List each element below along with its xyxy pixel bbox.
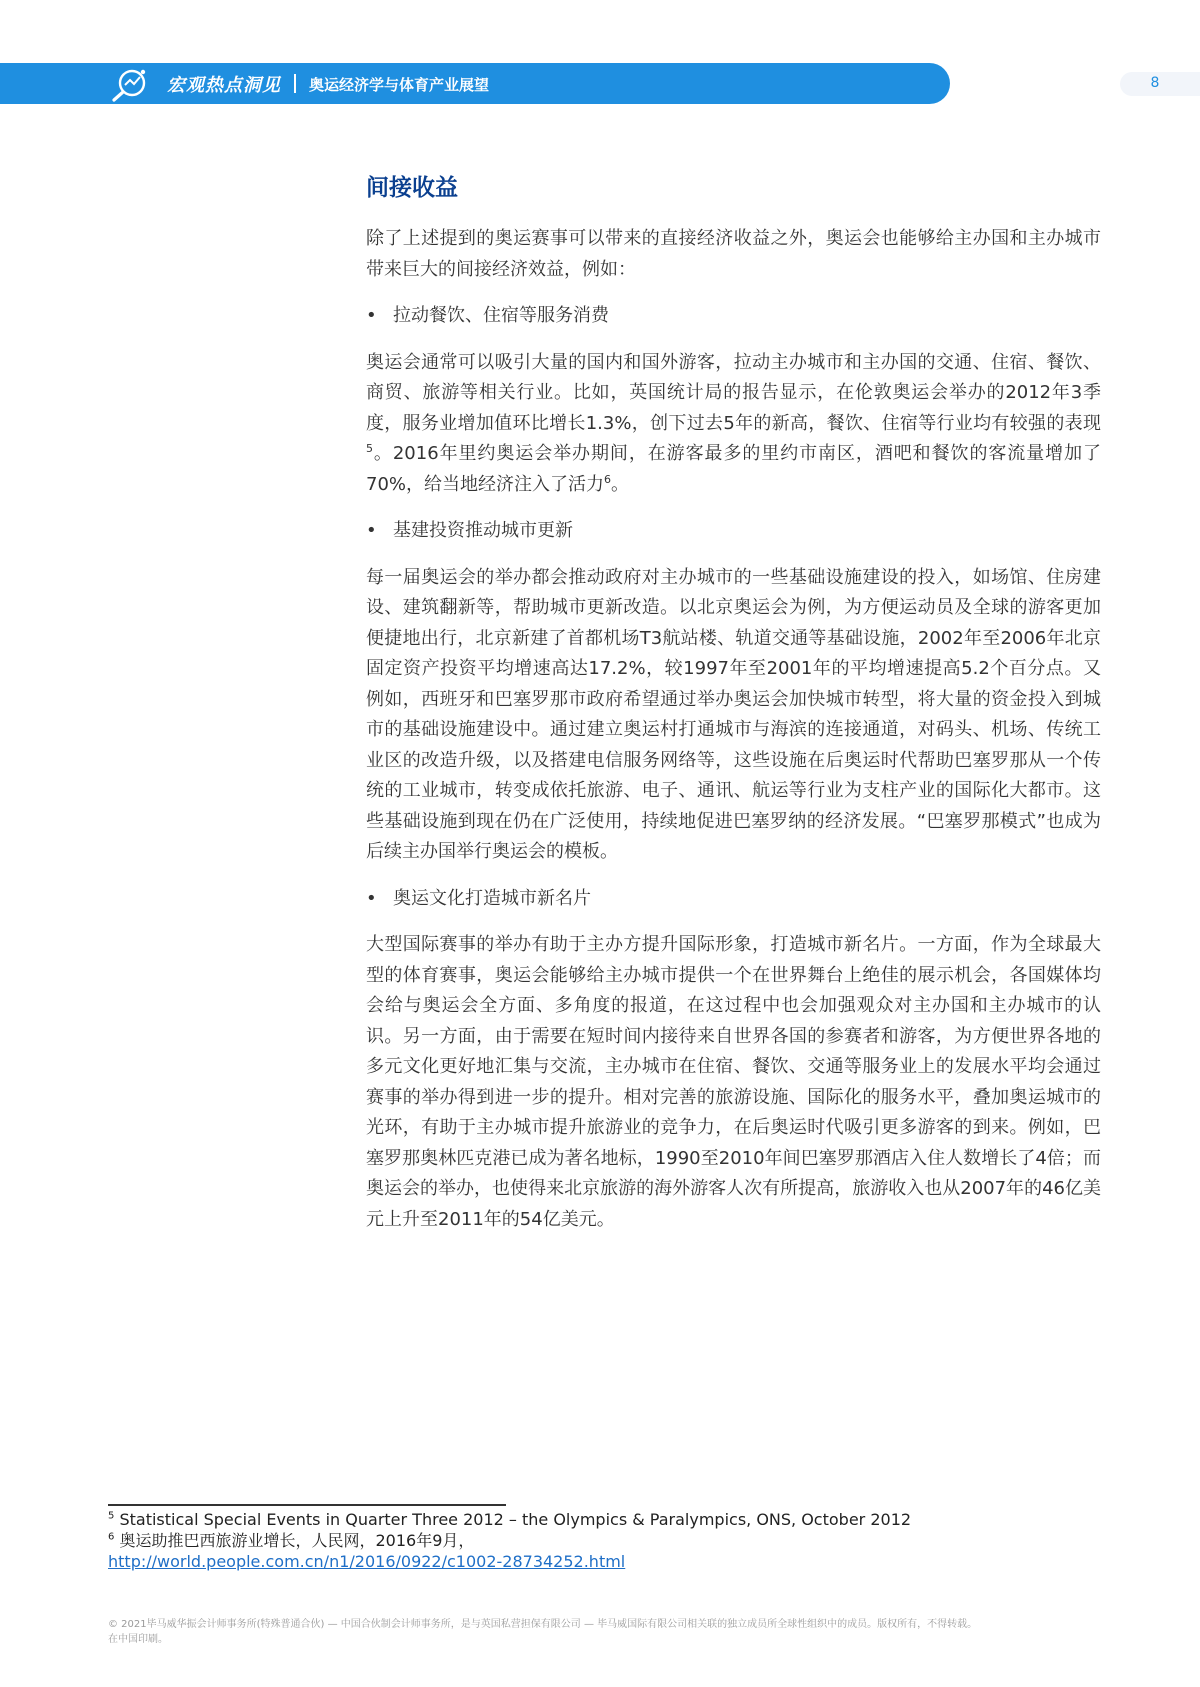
header-divider: [294, 74, 296, 93]
bullet-marker: •: [366, 887, 377, 909]
paragraph-infrastructure: 每一届奥运会的举办都会推动政府对主办城市的一些基础设施建设的投入，如场馆、住房建设、建筑翻新等，帮助城市更新改造。以北京奥运会为例，为方便运动员及全球的游客更加便捷地出行，北京新建了首都机场T3航站楼、轨道交通等基础设施，2002年至2006年北京固定资产投资平均增速高达17.2%，较1997年至2001年的平均增速提高5.2个百分点。又例如，西班牙和巴塞罗那市政府希望通过举办奥运会加快城市转型，将大量的资金投入到城市的基础设施建设中。通过建立奥运村打通城市与海滨的连接通道，对码头、机场、传统工业区的改造升级，以及搭建电信服务网络等，这些设施在后奥运时代帮助巴塞罗那从一个传统的工业城市，转变成依托旅游、电子、通讯、航运等行业为支柱产业的国际化大都市。这些基础设施到现在仍在广泛使用，持续地促进巴塞罗纳的经济发展。“巴塞罗那模式”也成为后续主办国举行奥运会的模板。: [366, 566, 1101, 862]
bullet-heading-text: 基建投资推动城市更新: [393, 520, 573, 541]
footnote-5: [108, 1509, 1008, 1530]
bullet-heading-text: 奥运文化打造城市新名片: [393, 887, 591, 909]
paragraph-culture: 大型国际赛事的举办有助于主办方提升国际形象，打造城市新名片。一方面，作为全球最大型的体育赛事，奥运会能够给主办城市提供一个在世界舞台上绝佳的展示机会，各国媒体均会给与奥运会全方面、多角度的报道，在这过程中也会加强观众对主办国和主办城市的认识。另一方面，由于需要在短时间内接待来自世界各国的参赛者和游客，为方便世界各地的多元文化更好地汇集与交流，主办城市在住宿、餐饮、交通等服务业上的发展水平均会通过赛事的举办得到进一步的提升。相对完善的旅游设施、国际化的服务水平，叠加奥运城市的光环，有助于主办城市提升旅游业的竞争力，在后奥运时代吸引更多游客的到来。例如，巴塞罗那奥林匹克港已成为著名地标，1990至2010年间巴塞罗那酒店入住人数增长了4倍；而奥运会的举办，也使得来北京旅游的海外游客人次有所提高，旅游收入也从2007年的46亿美元上升至2011年的54亿美元。: [366, 934, 1101, 1230]
footnote-text: Statistical Special Events in Quarter Three 2012 – the Olympics & Paralympics, ONS, October 2012: [119, 1510, 912, 1529]
paragraph-consumption: [366, 348, 1101, 501]
copyright-line: © 2021毕马威华振会计师事务所(特殊普通合伙) — 中国合伙制会计师事务所，是与英国私营担保有限公司 — 毕马威国际有限公司相关联的独立成员所全球性组织中的成员。版权所有，不得转载。: [108, 1619, 978, 1630]
footnote-6: [108, 1530, 1008, 1551]
footnote-ref-5: 5: [366, 442, 373, 455]
footnote-6-link-row: [108, 1551, 1008, 1572]
footnote-number: 5: [108, 1510, 115, 1522]
page-number: 8: [1150, 75, 1160, 91]
footnote-text: 奥运助推巴西旅游业增长，人民网，2016年9月，: [119, 1531, 475, 1550]
bullet-heading-infrastructure: [366, 516, 1101, 547]
bullet-heading-culture: [366, 884, 1101, 915]
bullet-marker: •: [366, 520, 377, 541]
footnote-number: 6: [108, 1531, 115, 1543]
header-title: 宏观热点洞见: [167, 75, 281, 96]
intro-paragraph: 除了上述提到的奥运赛事可以带来的直接经济收益之外，奥运会也能够给主办国和主办城市带来巨大的间接经济效益，例如：: [366, 228, 1101, 280]
bullet-marker: •: [366, 305, 377, 326]
footnote-ref-6: 6: [604, 472, 612, 486]
footnote-divider: [108, 1504, 506, 1506]
copyright-notice: [108, 1617, 1108, 1647]
copyright-line: 在中国印刷。: [108, 1634, 168, 1645]
bullet-heading-text: 拉动餐饮、住宿等服务消费: [393, 305, 609, 326]
bullet-heading-consumption: [366, 301, 1101, 332]
magnifier-logo-icon: [110, 66, 152, 102]
main-content: [366, 172, 1101, 1251]
footnote-link[interactable]: http://world.people.com.cn/n1/2016/0922/c1002-28734252.html: [108, 1552, 626, 1571]
section-title: 间接收益: [366, 175, 458, 201]
paragraph-text: 。: [611, 473, 630, 495]
footnotes: [108, 1509, 1008, 1572]
header-subtitle: 奥运经济学与体育产业展望: [309, 76, 490, 94]
paragraph-text: 。2016年里约奥运会举办期间，在游客最多的里约市南区，酒吧和餐饮的客流量增加了70%，给当地经济注入了活力: [366, 443, 1101, 495]
paragraph-text: 奥运会通常可以吸引大量的国内和国外游客，拉动主办城市和主办国的交通、住宿、餐饮、商贸、旅游等相关行业。比如，英国统计局的报告显示，在伦敦奥运会举办的2012年3季度，服务业增加值环比增长1.3%，创下过去5年的新高，餐饮、住宿等行业均有较强的表现: [366, 351, 1101, 434]
